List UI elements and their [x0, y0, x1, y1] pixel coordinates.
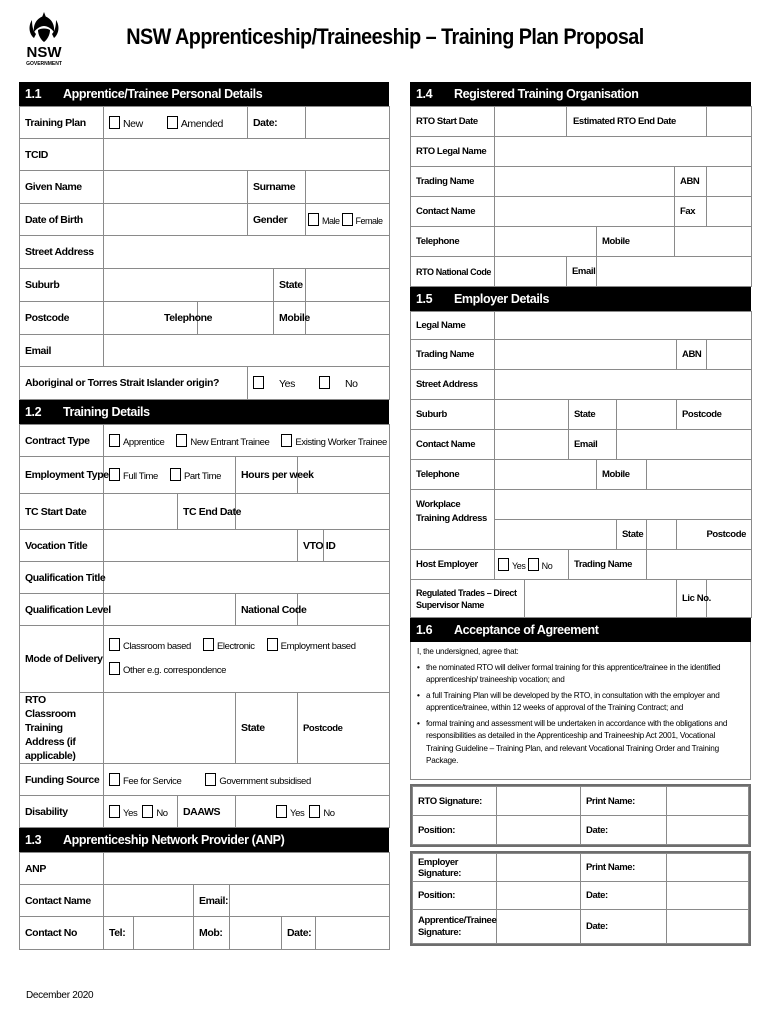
right-column — [410, 82, 751, 946]
apprentice-checkbox[interactable] — [109, 434, 120, 447]
new-entrant-checkbox[interactable] — [176, 434, 187, 447]
given-name-field[interactable] — [104, 171, 248, 204]
employer-position-field[interactable] — [497, 882, 581, 910]
rto-classroom-address-field[interactable] — [104, 693, 236, 764]
agreement-text: I, the undersigned, agree that: • the nominated RTO will deliver formal training for this apprentice/trainee in the identified apprenticeship/ traineeship vocation; and • a full Training Plan will be developed by the RTO, in consultation with the employer and apprentice/trainee, within 12 weeks of approval of the Training Contract; and • formal training and assessment will be undertaken in accordance with the obligations and responsibilities as detailed in the Apprenticeship and Traineeship Act 2001, Vocational Training Guideline – Training Plan, and relevant Vocational Training Order and Training Package. — [410, 642, 751, 780]
anp-table: ANP Contact Name Email: Contact No Tel: Mob: Date: — [19, 852, 390, 950]
aboriginal-no-checkbox[interactable] — [319, 376, 330, 389]
aboriginal-yes-checkbox[interactable] — [253, 376, 264, 389]
apprentice-signature-field[interactable] — [497, 910, 581, 944]
employment-based-checkbox[interactable] — [267, 638, 278, 651]
rto-date-field[interactable] — [667, 816, 749, 845]
tc-start-date-field[interactable] — [104, 494, 178, 530]
host-trading-name-field[interactable] — [647, 550, 752, 580]
rto-end-date-field[interactable] — [707, 107, 752, 137]
section-1-4-header: 1.4 Registered Training Organisation — [410, 82, 751, 106]
employer-street-field[interactable] — [495, 370, 752, 400]
section-1-2-header: 1.2 Training Details — [19, 400, 389, 424]
employer-date-field[interactable] — [667, 882, 749, 910]
rto-telephone-field[interactable] — [495, 227, 597, 257]
section-1-5-header: 1.5 Employer Details — [410, 287, 751, 311]
workplace-address-field-2[interactable] — [495, 520, 617, 550]
suburb-field[interactable] — [104, 269, 274, 302]
left-column — [19, 82, 389, 950]
employer-state-field[interactable] — [617, 400, 677, 430]
part-time-checkbox[interactable] — [170, 468, 181, 481]
rto-abn-field[interactable] — [707, 167, 752, 197]
rto-national-code-field[interactable] — [495, 257, 567, 287]
dob-field[interactable] — [104, 204, 248, 236]
employer-contact-name-field[interactable] — [495, 430, 569, 460]
employer-print-name-field[interactable] — [667, 854, 749, 882]
svg-text:GOVERNMENT: GOVERNMENT — [26, 61, 62, 67]
qualification-title-field[interactable] — [104, 562, 390, 594]
surname-field[interactable] — [306, 171, 390, 204]
training-details-table: Contract Type Apprentice New Entrant Trainee Existing Worker Trainee Employment Type Full Time Part Time Hours per week TC Start Date TC End Date Vocation Title VTO ID Qualification Title Qualification Level National Code Mode of Delivery Classroom based Electronic Employment based Other e.g. correspondence RTO Classroom Training Address (if applicable) State Postcode Funding Source Fee for Service Government subsidised Disability Yes No DAAWS Yes No — [19, 424, 390, 828]
existing-worker-checkbox[interactable] — [281, 434, 292, 447]
personal-details-table: Training Plan New Amended Date: TCID Given Name Surname Date of Birth Gender Male Female Street Address Suburb State Postcode Telephone Mobile Email Aboriginal or Torres Strait Islander origin? Yes No — [19, 106, 390, 400]
anp-date-field[interactable] — [316, 917, 390, 950]
rto-table: RTO Start Date Estimated RTO End Date RTO Legal Name Trading Name ABN Contact Name Fax Telephone Mobile RTO National Code Email — [410, 106, 752, 287]
svg-text:NSW: NSW — [26, 44, 62, 61]
rto-trading-name-field[interactable] — [495, 167, 675, 197]
male-checkbox[interactable] — [308, 213, 319, 226]
qualification-level-field[interactable] — [104, 594, 236, 626]
employer-signature-block: Employer Signature: Print Name: Position: Date: Apprentice/Trainee Signature: Date: — [410, 851, 751, 946]
anp-contact-name-field[interactable] — [104, 885, 194, 917]
lic-no-field[interactable] — [707, 580, 752, 618]
workplace-state-field[interactable] — [647, 520, 677, 550]
document-title: NSW Apprenticeship/Traineeship – Training Plan Proposal — [126, 24, 644, 49]
apprentice-date-field[interactable] — [667, 910, 749, 944]
anp-email-field[interactable] — [230, 885, 390, 917]
rto-email-field[interactable] — [597, 257, 752, 287]
section-1-6-header: 1.6 Acceptance of Agreement — [410, 618, 751, 642]
rto-signature-block: RTO Signature: Print Name: Position: Date: — [410, 784, 751, 847]
amended-checkbox[interactable] — [167, 116, 178, 129]
daaws-no-checkbox[interactable] — [309, 805, 320, 818]
workplace-address-field[interactable] — [495, 490, 752, 520]
vocation-title-field[interactable] — [104, 530, 298, 562]
electronic-checkbox[interactable] — [203, 638, 214, 651]
host-yes-checkbox[interactable] — [498, 558, 509, 571]
supervisor-name-field[interactable] — [525, 580, 677, 618]
mobile-field[interactable] — [306, 302, 390, 335]
female-checkbox[interactable] — [342, 213, 353, 226]
training-plan-label: Training Plan — [20, 107, 104, 139]
agreement-bullet: • formal training and assessment will be undertaken in accordance with the obligations and responsibilities as detailed in the Apprenticeship and Traineeship Act 2001, Vocational Training Guideline – Training Plan, and relevant Vocational Training Order and Training Package. — [417, 718, 744, 768]
tcid-field[interactable] — [104, 139, 390, 171]
agreement-bullet: • a full Training Plan will be developed by the RTO, in consultation with the employer and apprentice/trainee, within 12 weeks of approval of the Training Contract; and — [417, 690, 744, 715]
section-1-1-header: 1.1 Apprentice/Trainee Personal Details — [19, 82, 389, 106]
employer-legal-name-field[interactable] — [495, 312, 752, 340]
rto-mobile-field[interactable] — [675, 227, 752, 257]
email-field[interactable] — [104, 335, 390, 367]
disability-yes-checkbox[interactable] — [109, 805, 120, 818]
rto-position-field[interactable] — [497, 816, 581, 845]
employer-trading-name-field[interactable] — [495, 340, 677, 370]
footer-date: December 2020 — [26, 990, 94, 1001]
nsw-government-logo — [24, 10, 64, 74]
state-field[interactable] — [306, 269, 390, 302]
employer-table: Legal Name Trading Name ABN Street Address Suburb State Postcode Contact Name Email Telephone Mobile Workplace Training Address State Postcode Host Employer Yes No Trading Name Regulated Trades – Direct Supervisor Name Lic No. — [410, 311, 752, 618]
employer-email-field[interactable] — [617, 430, 752, 460]
anp-tel-field[interactable] — [134, 917, 194, 950]
employer-suburb-field[interactable] — [495, 400, 569, 430]
host-no-checkbox[interactable] — [528, 558, 539, 571]
anp-mob-field[interactable] — [230, 917, 282, 950]
employer-abn-field[interactable] — [707, 340, 752, 370]
other-delivery-checkbox[interactable] — [109, 662, 120, 675]
classroom-checkbox[interactable] — [109, 638, 120, 651]
section-1-3-header: 1.3 Apprenticeship Network Provider (ANP) — [19, 828, 389, 852]
rto-legal-name-field[interactable] — [495, 137, 752, 167]
rto-fax-field[interactable] — [707, 197, 752, 227]
disability-no-checkbox[interactable] — [142, 805, 153, 818]
new-checkbox[interactable] — [109, 116, 120, 129]
national-code-field[interactable] — [298, 594, 390, 626]
rto-start-date-field[interactable] — [495, 107, 567, 137]
employer-mobile-field[interactable] — [647, 460, 752, 490]
rto-signature-field[interactable] — [497, 787, 581, 816]
employer-telephone-field[interactable] — [495, 460, 597, 490]
agreement-bullet: • the nominated RTO will deliver formal training for this apprentice/trainee in the identified apprenticeship/ traineeship vocation; and — [417, 662, 744, 687]
fee-for-service-checkbox[interactable] — [109, 773, 120, 786]
government-subsidised-checkbox[interactable] — [205, 773, 216, 786]
rto-contact-name-field[interactable] — [495, 197, 675, 227]
employer-signature-field[interactable] — [497, 854, 581, 882]
anp-field[interactable] — [104, 853, 390, 885]
full-time-checkbox[interactable] — [109, 468, 120, 481]
rto-print-name-field[interactable] — [667, 787, 749, 816]
street-address-field[interactable] — [104, 236, 390, 269]
training-plan-date-field[interactable] — [306, 107, 390, 139]
tc-end-date-field[interactable] — [236, 494, 390, 530]
daaws-yes-checkbox[interactable] — [276, 805, 287, 818]
